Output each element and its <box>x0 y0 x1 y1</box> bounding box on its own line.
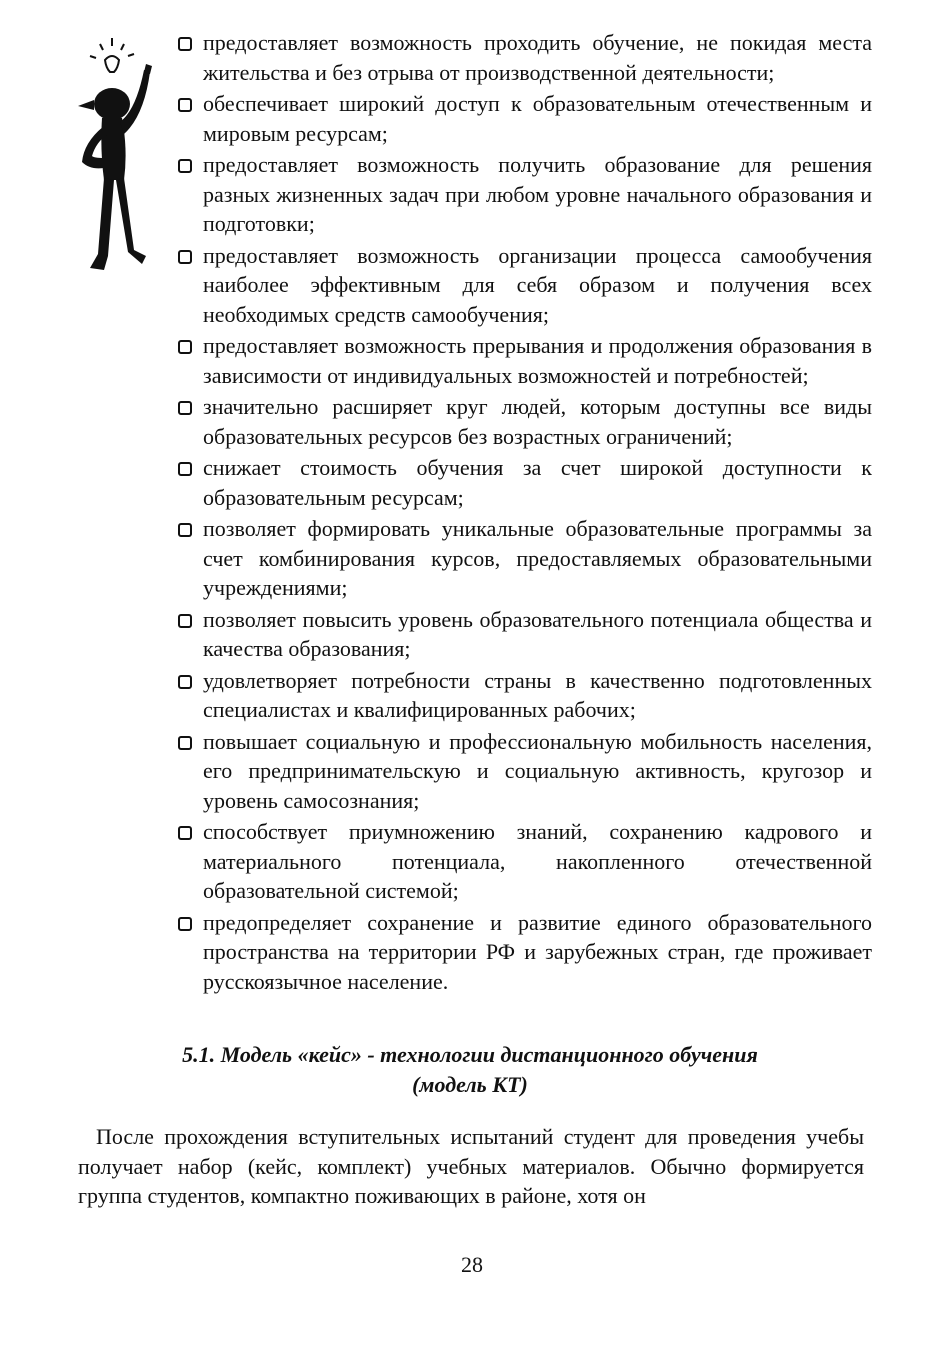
checkbox-icon <box>178 401 192 415</box>
checkbox-icon <box>178 462 192 476</box>
list-item <box>178 908 872 997</box>
list-item <box>178 28 872 87</box>
list-item-text: повышает социальную и профессиональную мобильность населения, его предпринимательскую и социальную активность, кругозор и уровень самосознания; <box>203 728 872 813</box>
list-item-text: значительно расширяет круг людей, которым доступны все виды образовательных ресурсов без возрастных ограничений; <box>203 394 872 449</box>
checkbox-icon <box>178 675 192 689</box>
section-heading-line-1: 5.1. Модель «кейс» - технологии дистанционного обучения <box>182 1042 758 1067</box>
checkbox-icon <box>178 159 192 173</box>
list-item <box>178 514 872 603</box>
list-item-text: способствует приумножению знаний, сохранению кадрового и материального потенциала, накопленного отечественной образовательной системой; <box>203 819 872 903</box>
list-item <box>178 727 872 816</box>
list-item-text: предоставляет возможность прерывания и продолжения образования в зависимости от индивидуальных возможностей и потребностей; <box>203 333 872 388</box>
list-item-text: предоставляет возможность организации процесса самообучения наиболее эффективным для себя образом и получения всех необходимых средств самообучения; <box>203 242 872 327</box>
list-item-text: удовлетворяет потребности страны в качественно подготовленных специалистах и квалифицированных рабочих; <box>203 667 872 722</box>
page-number: 28 <box>461 1252 483 1277</box>
idea-person-icon <box>70 30 160 280</box>
section-heading-line-2: (модель КТ) <box>412 1072 528 1097</box>
section-heading <box>90 1040 850 1100</box>
body-paragraph: После прохождения вступительных испытаний студент для проведения учебы получает набор (кейс, комплект) учебных материалов. Обычно формируется группа студентов, компактно поживающих в районе, хотя он <box>78 1124 864 1208</box>
list-item <box>178 666 872 725</box>
feature-list <box>178 28 872 998</box>
list-item-text: предоставляет возможность получить образование для решения разных жизненных задач при любом уровне начального образования и подготовки; <box>203 152 872 236</box>
checkbox-icon <box>178 37 192 51</box>
list-item <box>178 605 872 664</box>
list-item-text: обеспечивает широкий доступ к образовательным отечественным и мировым ресурсам; <box>203 91 872 146</box>
checkbox-icon <box>178 340 192 354</box>
list-item <box>178 150 872 239</box>
list-item <box>178 453 872 512</box>
checkbox-icon <box>178 523 192 537</box>
checkbox-icon <box>178 614 192 628</box>
checkbox-icon <box>178 98 192 112</box>
list-item-text: предоставляет возможность проходить обучение, не покидая места жительства и без отрыва от производственной деятельности; <box>203 30 872 85</box>
list-item <box>178 331 872 390</box>
list-item <box>178 817 872 906</box>
checkbox-icon <box>178 736 192 750</box>
list-item-text: позволяет формировать уникальные образовательные программы за счет комбинирования курсов, предоставляемых образовательными учреждениями; <box>203 516 872 600</box>
list-item-text: позволяет повысить уровень образовательного потенциала общества и качества образования; <box>203 606 872 661</box>
checkbox-icon <box>178 826 192 840</box>
list-item <box>178 241 872 330</box>
checkbox-icon <box>178 917 192 931</box>
checkbox-icon <box>178 250 192 264</box>
list-item <box>178 392 872 451</box>
list-item-text: предопределяет сохранение и развитие единого образовательного пространства на территории РФ и зарубежных стран, где проживает русскоязычное население. <box>203 909 872 994</box>
list-item <box>178 89 872 148</box>
list-item-text: снижает стоимость обучения за счет широкой доступности к образовательным ресурсам; <box>203 455 872 510</box>
